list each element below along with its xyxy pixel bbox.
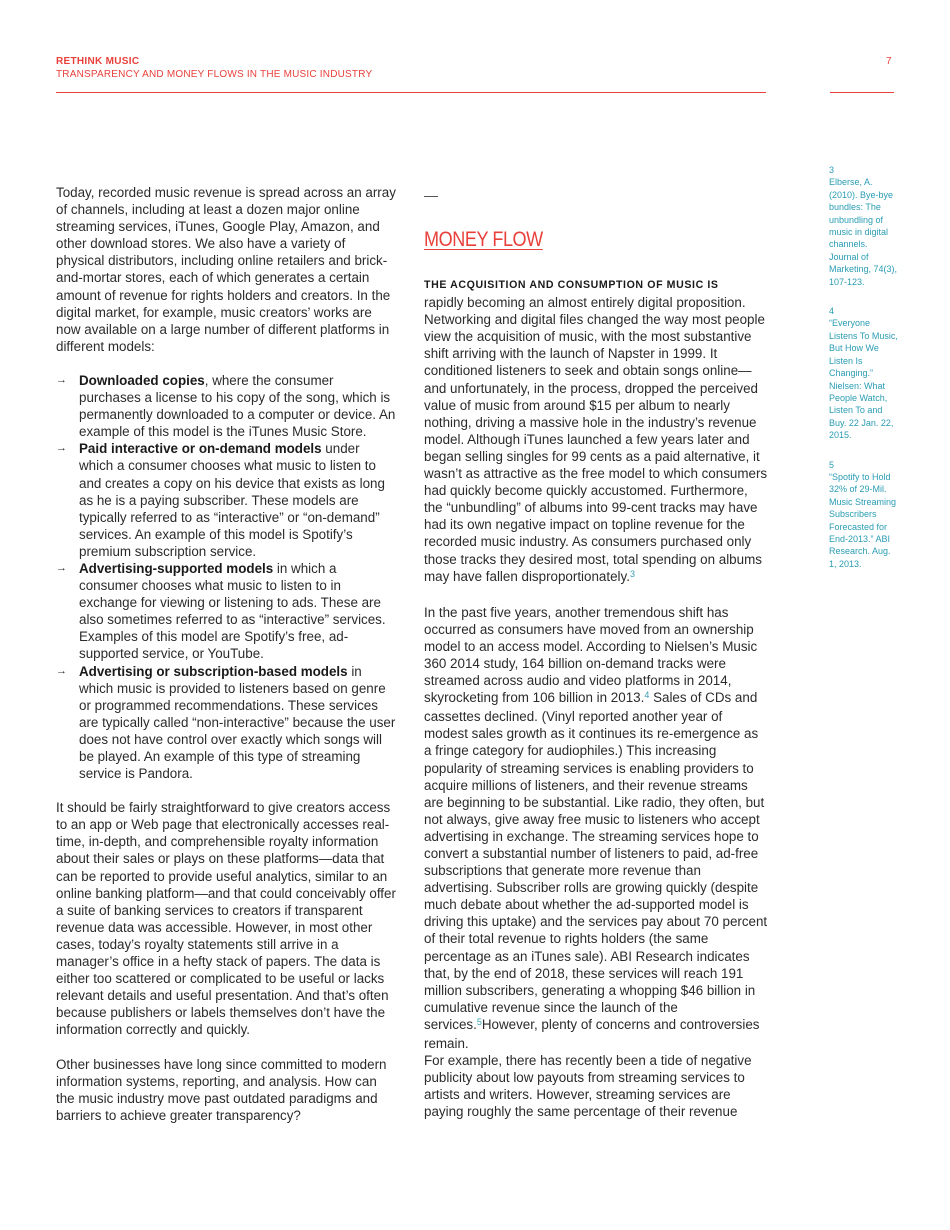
list-item-text: in which music is provided to listeners based on genre or programmed recommendations. These services are typically called “non-interactive” because the user does not have control over exactly which songs will be played. An example of this type of streaming service is Pandora.: [79, 663, 396, 782]
left-column: [56, 184, 396, 1124]
paragraph-text: However, plenty of concerns and controversies remain.: [424, 1016, 760, 1052]
footnote-number: 4: [829, 306, 835, 317]
header-subtitle: TRANSPARENCY AND MONEY FLOWS IN THE MUSIC INDUSTRY: [56, 69, 373, 80]
footnote-number: 3: [829, 165, 835, 175]
footnote-ref-3[interactable]: 3: [629, 568, 635, 579]
list-item-term: Advertising-supported models: [79, 560, 274, 576]
section-dash: [424, 196, 438, 197]
arrow-icon: →: [56, 442, 67, 455]
list-item-text: under which a consumer chooses what music to listen to and creates a copy on his device that exists as long as he is a paying subscriber. These models are typically referred to as “interactive” or “on-demand” services. An example of this model is Spotify’s premium subscription service.: [79, 441, 385, 559]
paragraph-text: In the past five years, another tremendous shift has occurred as consumers have moved from an ownership model to an access model. According to Nielsen’s Music 360 2014 study, 164 billion on-demand tracks were streamed across audio and video platforms in 2014, skyrocketing from 106 billion in 2013.: [424, 604, 758, 706]
closing-paragraph: Other businesses have long since committed to modern information systems, reporting, and analysis. How can the music industry move past outdated paradigms and barriers to achieve greater transparency?: [56, 1056, 387, 1123]
transparency-paragraph: It should be fairly straightforward to give creators access to an app or Web page that electronically accesses real-time, in-depth, and comprehensible royalty information about their sales or plays on these platforms—data that can be reported to provide useful analytics, similar to an online banking platform—and that could conceivably offer a suite of banking services to creators if transparent revenue data was accessible. However, in most other cases, today’s royalty statements still arrive in a manager’s office in a hefty stack of papers. The data is either too scattered or complicated to be useful or lacks relevant details and useful presentation. And that’s often because publishers or labels themselves don’t have the information correctly and quickly.: [56, 800, 396, 1038]
list-item: [56, 560, 396, 663]
middle-column: [424, 190, 768, 1121]
arrow-icon: →: [56, 373, 67, 386]
paragraph-text: Sales of CDs and cassettes declined. (Vinyl reported another year of modest sales growth as it continues its re-emergence as a fringe category for audiophiles.) This increasing popularity of streaming services is enabling providers to acquire millions of listeners, and their revenue streams are beginning to be substantial. Like radio, they often, but not always, give away free music to listeners who accept advertising in exchange. The streaming services hope to convert a substantial number of listeners to paid, ad-free subscriptions that generate more revenue than advertising. Subscriber rolls are growing quickly (despite much debate about whether the ad-supported model is driving this uptake) and the services pay about 70 percent of their total revenue to rights holders (the same percentage as an iTunes sale). ABI Research indicates that, by the end of 2018, these services will reach 191 million subscribers, generating a whopping $46 billion in cumulative revenue since the launch of the services.: [424, 690, 768, 1032]
arrow-icon: →: [56, 561, 67, 574]
list-item-text: , where the consumer purchases a license to his copy of the song, which is permanently downloaded to a computer or device. An example of this model is the iTunes Music Store.: [79, 372, 396, 440]
footnote: [829, 459, 899, 571]
footnote-ref-4[interactable]: 4: [644, 690, 650, 701]
list-item: [56, 663, 396, 783]
header-divider: [56, 92, 766, 93]
footnote: [829, 305, 899, 441]
intro-paragraph: Today, recorded music revenue is spread across an array of channels, including at least a dozen major online streaming services, iTunes, Google Play, Amazon, and other download stores. We also have a variety of physical distributors, including online retailers and brick-and-mortar stores, each of which generates a certain amount of revenue for rights holders and creators. In the digital market, for example, music creators’ works are now available on a large number of different platforms in different models:: [56, 185, 396, 354]
lead-caps: THE ACQUISITION AND CONSUMPTION OF MUSIC IS: [424, 279, 719, 291]
footnote: [829, 164, 899, 288]
paragraph-text: rapidly becoming an almost entirely digital proposition. Networking and digital files changed the way most people view the acquisition of music, with the most substantive shift arriving with the launch of Napster in 1999. It conditioned listeners to seek and obtain songs online—and unfortunately, in the process, dropped the perceived value of music from around $15 per album to nearly nothing, driving a massive hole in the industry’s revenue model. Although iTunes launched a few years later and began selling singles for 99 cents as a paid alternative, it wasn’t as attractive as the free model to which consumers had quickly become quickly accustomed. Furthermore, the “unbundling” of albums into 99-cent tracks may have had its own negative impact on topline revenue for the recorded music industry. As consumers purchased only those tracks they desired most, total spending on albums may have fallen disproportionately.: [424, 295, 768, 584]
footnote-text: “Everyone Listens To Music, But How We Listen Is Changing.” Nielsen: What People Watch, Listen To and Buy. 22 Jan. 22, 2015.: [829, 318, 898, 441]
money-flow-paragraph-2: [424, 604, 768, 1052]
list-item: [56, 440, 396, 560]
list-item-term: Downloaded copies: [79, 372, 205, 388]
footnote-text: “Spotify to Hold 32% of 29-Mil. Music Streaming Subscribers Forecasted for End-2013.” ABI Research. Aug. 1, 2013.: [829, 471, 897, 569]
footnotes-sidebar: [829, 164, 899, 587]
model-list: [56, 372, 396, 782]
money-flow-paragraph-3: For example, there has recently been a tide of negative publicity about low payouts from streaming services to artists and writers. However, streaming services are paying roughly the same percentage of their revenue: [424, 1053, 752, 1120]
list-item-term: Paid interactive or on-demand models: [79, 441, 322, 457]
footnote-ref-5[interactable]: 5: [476, 1016, 482, 1027]
list-item-term: Advertising or subscription-based models: [79, 663, 348, 679]
list-item-text: in which a consumer chooses what music to listen to in exchange for viewing or listening to ads. These are also sometimes referred to as “interactive” services. Examples of this model are Spotify’s free, ad-supported service, or YouTube.: [79, 560, 386, 662]
section-title: MONEY FLOW: [424, 228, 543, 251]
arrow-icon: →: [56, 664, 67, 677]
header-title: RETHINK MUSIC: [56, 56, 140, 67]
money-flow-paragraph-1: [424, 275, 768, 587]
sidebar-divider: [830, 92, 894, 93]
footnote-text: Elberse, A. (2010). Bye-bye bundles: The unbundling of music in digital channels. Journal of Marketing, 74(3), 107-123.: [829, 177, 898, 287]
list-item: [56, 372, 396, 440]
footnote-number: 5: [829, 459, 835, 470]
page-number: 7: [886, 56, 892, 67]
